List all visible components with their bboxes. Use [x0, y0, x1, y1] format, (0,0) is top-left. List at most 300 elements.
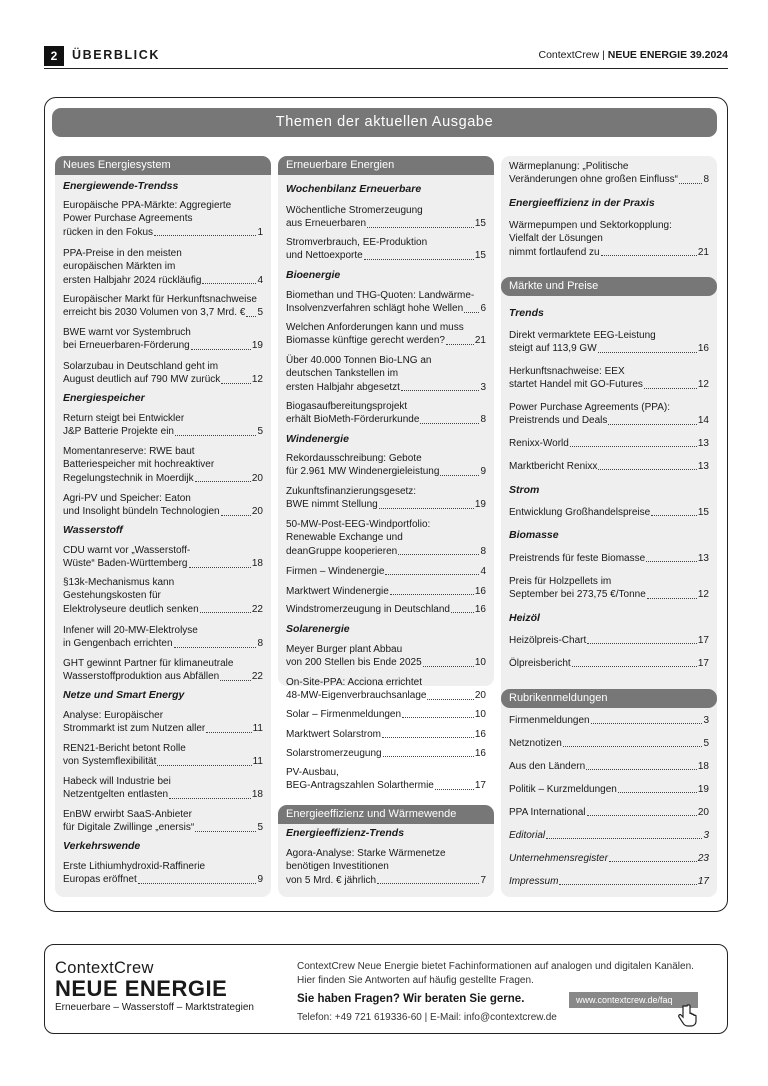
toc-page-number: 3 [703, 715, 709, 726]
dot-leader [138, 883, 257, 884]
toc-page-number: 12 [697, 379, 709, 391]
toc-entry[interactable] [509, 783, 709, 796]
toc-entry-line: Erste Lithiumhydroxid-Raffinerie [63, 861, 206, 872]
toc-entry[interactable] [286, 204, 486, 231]
toc-entry[interactable] [63, 742, 263, 769]
toc-entry-title: 48-MW-Eigenverbrauchsanlage [286, 690, 427, 702]
toc-entry[interactable] [286, 485, 486, 512]
toc-page-number: 20 [474, 690, 486, 702]
toc-entry-lastline [63, 603, 263, 616]
toc-entry[interactable] [286, 708, 486, 721]
toc-entry-lastline [509, 760, 709, 773]
dot-leader [563, 746, 703, 747]
toc-entry-line: Infener will 20-MW-Elektrolyse [63, 625, 198, 636]
toc-entry-lastline [509, 246, 709, 259]
toc-entry[interactable] [63, 576, 263, 616]
toc-page-number: 16 [474, 586, 486, 597]
toc-entry[interactable] [63, 445, 263, 485]
toc-page-number: 18 [251, 558, 263, 570]
dot-leader [175, 435, 256, 436]
subsection-heading: Energieeffizienz-Trends [286, 827, 405, 839]
toc-entry-title: Biomasse künftige gerecht werden? [286, 335, 445, 347]
toc-entry-lastline [63, 722, 263, 735]
toc-entry-line: Momentanreserve: RWE baut [63, 446, 195, 457]
dot-leader [446, 344, 474, 345]
toc-entry-title: Impressum [509, 876, 559, 887]
toc-entry[interactable] [509, 714, 709, 727]
subsection-heading: Netze und Smart Energy [63, 689, 185, 701]
toc-entry-line: Herkunftsnachweise: EEX [509, 366, 625, 377]
subsection-heading: Energieeffizienz in der Praxis [509, 197, 655, 209]
toc-entry[interactable] [286, 518, 486, 558]
toc-entry[interactable] [509, 575, 709, 602]
dot-leader [598, 352, 697, 353]
toc-entry-lastline [509, 737, 709, 750]
dot-leader [647, 598, 697, 599]
toc-entry-line: Renewable Exchange und [286, 532, 403, 544]
category-heading: Energieeffizienz und Wärmewende [278, 805, 494, 824]
category-heading: Neues Energiesystem [55, 156, 271, 175]
toc-entry-title: ersten Halbjahr 2024 rückläufig [63, 274, 202, 286]
toc-entry[interactable] [286, 452, 486, 479]
toc-entry[interactable] [63, 492, 263, 519]
toc-entry-lastline [509, 875, 709, 888]
subsection-heading: Verkehrswende [63, 840, 141, 852]
dot-leader [195, 831, 256, 832]
toc-entry-title: Netznotizen [509, 738, 562, 749]
toc-page-number: 18 [697, 761, 709, 772]
toc-entry-lastline [509, 437, 709, 450]
toc-entry-title: Editorial [509, 830, 546, 841]
toc-entry[interactable] [286, 747, 486, 760]
dot-leader [464, 312, 479, 313]
toc-entry-lastline [509, 783, 709, 796]
logo-title: NEUE ENERGIE [55, 976, 228, 1001]
toc-entry-title: Firmen – Windenergie [286, 566, 385, 577]
subsection-heading: Windenergie [286, 433, 349, 445]
subsection-heading: Trends [509, 307, 544, 319]
toc-entry-lastline [286, 217, 486, 230]
subsection-heading: Wasserstoff [63, 524, 123, 536]
toc-entry-lastline [286, 334, 486, 347]
toc-entry-title: deanGruppe kooperieren [286, 545, 398, 557]
dot-leader [608, 424, 696, 425]
toc-entry-lastline [509, 852, 709, 865]
toc-entry[interactable] [286, 585, 486, 598]
toc-entry[interactable] [509, 829, 709, 842]
subsection-heading: Energiespeicher [63, 392, 145, 404]
toc-page-number: 5 [703, 738, 709, 749]
dot-leader [221, 515, 251, 516]
toc-entry-lastline [286, 747, 486, 760]
category-heading: Märkte und Preise [501, 277, 717, 296]
toc-page-number: 19 [474, 499, 486, 511]
toc-page-number: 8 [480, 545, 486, 557]
toc-entry-lastline [63, 425, 263, 438]
toc-entry-line: Wärmepumpen und Sektorkopplung: [509, 220, 672, 231]
column-maerkte-rubriken [501, 156, 717, 897]
toc-entry-lastline [509, 829, 709, 842]
dot-leader [206, 732, 251, 733]
toc-entry[interactable] [509, 737, 709, 750]
toc-entry-title: Wasserstoffproduktion aus Abfällen [63, 671, 220, 683]
issue-info: ContextCrew | NEUE ENERGIE 39.2024 [538, 49, 728, 61]
toc-entry-line: Biomethan und THG-Quoten: Landwärme- [286, 290, 475, 301]
toc-entry-title: für 2.961 MW Windenergieleistung [286, 466, 440, 478]
toc-entry[interactable] [286, 766, 486, 793]
dot-leader [364, 259, 474, 260]
dot-leader [427, 699, 473, 700]
dot-leader [423, 666, 474, 667]
toc-entry-title: Insolvenzverfahren schlägt hohe Wellen [286, 303, 464, 315]
dot-leader [587, 815, 697, 816]
toc-entry-line: Return steigt bei Entwickler [63, 413, 185, 424]
subsection-heading: Energiewende-Trendss [63, 180, 179, 192]
toc-entry-title: Solar – Firmenmeldungen [286, 709, 402, 720]
toc-entry[interactable] [63, 412, 263, 439]
toc-entry[interactable] [63, 326, 263, 353]
toc-entry-lastline [509, 657, 709, 670]
toc-entry-title: Preistrends und Deals [509, 415, 608, 427]
toc-entry-title: und Insolight bündeln Technologien [63, 506, 220, 518]
toc-entry-title: August deutlich auf 790 MW zurück [63, 374, 221, 386]
toc-entry[interactable] [63, 709, 263, 736]
dot-leader [559, 884, 696, 885]
toc-page-number: 12 [697, 589, 709, 601]
dot-leader [398, 554, 479, 555]
toc-page-number: 4 [480, 566, 486, 577]
toc-entry-lastline [286, 413, 486, 426]
dot-leader [572, 666, 697, 667]
toc-entry-title: BWE nimmt Stellung [286, 499, 378, 511]
toc-entry-lastline [509, 378, 709, 391]
toc-entry-title: September bei 273,75 €/Tonne [509, 589, 646, 601]
toc-entry-title: bei Erneuerbaren-Förderung [63, 340, 190, 352]
toc-entry[interactable] [509, 437, 709, 450]
toc-entry-lastline [63, 274, 263, 287]
toc-page-number: 22 [251, 603, 263, 615]
toc-page-number: 8 [257, 638, 263, 650]
toc-entry-title: Entwicklung Großhandelspreise [509, 507, 651, 518]
toc-entry-title: Firmenmeldungen [509, 715, 590, 726]
toc-entry[interactable] [509, 329, 709, 356]
toc-entry[interactable] [286, 236, 486, 263]
brand-name: ContextCrew [538, 49, 600, 61]
dot-leader [189, 567, 251, 568]
dot-leader [644, 388, 697, 389]
toc-entry-title: Ölpreisbericht [509, 658, 571, 669]
dot-leader [440, 475, 479, 476]
dot-leader [202, 283, 256, 284]
toc-entry[interactable] [509, 552, 709, 565]
toc-page-number: 17 [697, 635, 709, 646]
toc-entry[interactable] [509, 460, 709, 473]
toc-page-number: 20 [251, 506, 263, 518]
toc-entry-title: ersten Halbjahr abgesetzt [286, 381, 400, 393]
toc-entry[interactable] [509, 657, 709, 670]
toc-entry[interactable] [509, 160, 709, 187]
faq-question: Sie haben Fragen? Wir beraten Sie gerne. [297, 993, 525, 1005]
dot-leader [570, 446, 697, 447]
toc-entry-line: PPA-Preise in den meisten [63, 248, 182, 259]
dot-leader [401, 390, 479, 391]
toc-page-number: 3 [480, 381, 486, 393]
toc-entry-lastline [63, 505, 263, 518]
toc-entry[interactable] [509, 875, 709, 888]
toc-page-number: 20 [251, 472, 263, 484]
dot-leader [679, 183, 702, 184]
dot-leader [598, 469, 697, 470]
dot-leader [586, 769, 697, 770]
toc-entry[interactable] [63, 775, 263, 802]
toc-page-number: 20 [697, 807, 709, 818]
dot-leader [402, 717, 474, 718]
toc-entry-line: benötigen Investitionen [286, 861, 389, 873]
dot-leader [246, 316, 256, 317]
toc-entry-title: Marktwert Windenergie [286, 586, 389, 597]
dot-leader [601, 255, 697, 256]
toc-entry-lastline [286, 779, 486, 792]
toc-page-number: 8 [703, 174, 709, 186]
toc-page-number: 13 [697, 553, 709, 564]
toc-entry-lastline [286, 585, 486, 598]
toc-page-number: 13 [697, 461, 709, 472]
category-heading: Rubrikenmeldungen [501, 689, 717, 708]
toc-entry[interactable] [509, 760, 709, 773]
toc-entry-lastline [63, 472, 263, 485]
toc-entry[interactable] [509, 219, 709, 259]
toc-entry-line: Agora-Analyse: Starke Wärmenetze [286, 848, 446, 859]
toc-page-number: 14 [697, 415, 709, 427]
dot-leader [383, 756, 474, 757]
toc-entry-line: Power Purchase Agreements [63, 213, 193, 225]
toc-entry-title: Regelungstechnik in Moerdijk [63, 472, 194, 484]
toc-entry[interactable] [286, 289, 486, 316]
toc-entry-lastline [63, 637, 263, 650]
toc-page-number: 11 [252, 723, 263, 735]
toc-page-number: 10 [474, 657, 486, 669]
toc-page-number: 16 [474, 604, 486, 615]
toc-entry-lastline [286, 565, 486, 578]
toc-entry[interactable] [286, 676, 486, 703]
toc-page-number: 15 [697, 507, 709, 518]
toc-entry-line: europäischen Märkten im [63, 261, 176, 273]
toc-entry-title: erreicht bis 2030 Volumen von 3,7 Mrd. € [63, 307, 246, 319]
toc-entry-line: Wöchentliche Stromerzeugung [286, 205, 423, 216]
toc-entry-line: Welchen Anforderungen kann und muss [286, 322, 464, 333]
toc-entry-lastline [63, 306, 263, 319]
toc-page-number: 5 [257, 426, 263, 438]
faq-url-button[interactable]: www.contextcrew.de/faq [569, 992, 698, 1008]
toc-entry[interactable] [63, 293, 263, 320]
toc-page-number: 5 [257, 822, 263, 834]
toc-page-number: 6 [480, 303, 486, 315]
toc-entry-title: Aus den Ländern [509, 761, 586, 772]
toc-page-number: 16 [697, 343, 709, 355]
toc-entry-lastline [63, 873, 263, 886]
toc-entry[interactable] [509, 852, 709, 865]
toc-entry[interactable] [286, 354, 486, 394]
toc-entry[interactable] [63, 360, 263, 387]
dot-leader [221, 383, 251, 384]
toc-entry-title: von 5 Mrd. € jährlich [286, 874, 377, 886]
toc-entry[interactable] [509, 401, 709, 428]
toc-entry-line: Preis für Holzpellets im [509, 576, 612, 587]
toc-page-number: 11 [252, 756, 263, 768]
toc-entry-line: Meyer Burger plant Abbau [286, 644, 403, 655]
toc-entry-line: Biogasaufbereitungsprojekt [286, 401, 408, 412]
toc-entry-lastline [509, 460, 709, 473]
toc-entry[interactable] [509, 806, 709, 819]
toc-entry[interactable] [286, 321, 486, 348]
toc-entry[interactable] [63, 808, 263, 835]
toc-entry-line: Zukunftsfinanzierungsgesetz: [286, 486, 417, 497]
toc-entry[interactable] [509, 365, 709, 392]
toc-entry[interactable] [509, 634, 709, 647]
toc-page-number: 5 [257, 307, 263, 319]
toc-entry-lastline [286, 302, 486, 315]
toc-entry-title: steigt auf 113,9 GW [509, 343, 597, 355]
dot-leader [377, 883, 479, 884]
toc-entry-lastline [509, 552, 709, 565]
toc-page-number: 21 [474, 335, 486, 347]
subsection-heading: Biomasse [509, 529, 559, 541]
dot-leader [157, 765, 251, 766]
pointer-hand-icon [676, 1004, 698, 1028]
dot-leader [154, 235, 256, 236]
toc-entry-title: Heizölpreis-Chart [509, 635, 587, 646]
toc-entry-line: Vielfalt der Lösungen [509, 233, 603, 245]
dot-leader [390, 594, 474, 595]
subsection-heading: Solarenergie [286, 623, 350, 635]
dot-leader [220, 680, 251, 681]
toc-entry-title: Netzentgelten entlasten [63, 789, 169, 801]
subsection-heading: Strom [509, 484, 540, 496]
toc-entry-line: Analyse: Europäischer [63, 710, 164, 721]
toc-entry-lastline [63, 755, 263, 768]
toc-page-number: 23 [697, 853, 709, 864]
toc-entry[interactable] [286, 847, 486, 887]
toc-entry[interactable] [63, 657, 263, 684]
toc-entry-title: von Systemflexibilität [63, 756, 157, 768]
toc-entry[interactable] [63, 199, 263, 239]
toc-entry[interactable] [63, 624, 263, 651]
toc-entry-lastline [509, 806, 709, 819]
toc-entry-title: und Nettoexporte [286, 250, 363, 262]
toc-entry-line: Rekordausschreibung: Gebote [286, 453, 422, 464]
toc-page-number: 7 [480, 874, 486, 886]
toc-entry-title: PPA International [509, 807, 586, 818]
dot-leader [618, 792, 697, 793]
toc-entry-lastline [286, 381, 486, 394]
toc-page-number: 3 [703, 830, 709, 841]
toc-entry-title: rücken in den Fokus [63, 226, 154, 238]
toc-entry-line: 50-MW-Post-EEG-Windportfolio: [286, 519, 431, 530]
dot-leader [651, 515, 697, 516]
logo-brand: ContextCrew [55, 959, 154, 977]
dot-leader [587, 643, 697, 644]
toc-entry-lastline [509, 173, 709, 186]
toc-entry-line: Habeck will Industrie bei [63, 776, 171, 787]
toc-entry[interactable] [286, 400, 486, 427]
toc-entry-lastline [63, 788, 263, 801]
toc-entry-line: On-Site-PPA: Acciona errichtet [286, 677, 422, 688]
toc-page-number: 9 [257, 874, 263, 886]
toc-page-number: 13 [697, 438, 709, 449]
toc-page-number: 19 [697, 784, 709, 795]
toc-entry[interactable] [286, 565, 486, 578]
dot-leader [646, 561, 697, 562]
toc-entry[interactable] [286, 643, 486, 670]
toc-entry[interactable] [509, 506, 709, 519]
toc-entry[interactable] [63, 247, 263, 287]
toc-entry-line: Über 40.000 Tonnen Bio-LNG an [286, 355, 432, 366]
toc-entry-lastline [286, 708, 486, 721]
toc-entry[interactable] [286, 603, 486, 616]
toc-entry-title: Unternehmensregister [509, 853, 608, 864]
toc-entry-line: Solarzubau in Deutschland geht im [63, 361, 219, 372]
column-erneuerbare-energien [278, 156, 494, 792]
toc-entry-lastline [63, 373, 263, 386]
toc-entry-lastline [286, 728, 486, 741]
toc-entry[interactable] [63, 860, 263, 887]
toc-page-number: 18 [251, 789, 263, 801]
toc-entry-lastline [509, 506, 709, 519]
page-header [44, 46, 728, 66]
toc-page-number: 10 [474, 709, 486, 720]
toc-entry-lastline [509, 342, 709, 355]
dot-leader [420, 423, 479, 424]
toc-entry-lastline [286, 465, 486, 478]
dot-leader [609, 861, 697, 862]
toc-entry-lastline [286, 656, 486, 669]
toc-entry-lastline [286, 545, 486, 558]
toc-page-number: 4 [257, 274, 263, 286]
toc-entry-title: startet Handel mit GO-Futures [509, 379, 643, 391]
toc-entry[interactable] [286, 728, 486, 741]
dot-leader [591, 723, 703, 724]
toc-entry[interactable] [63, 544, 263, 571]
toc-entry-lastline [286, 603, 486, 616]
page-number: 2 [44, 46, 64, 66]
faq-info-text: ContextCrew Neue Energie bietet Fachinformationen auf analogen und digitalen Kanälen. Hier finden Sie Antworten auf häufig gestellte Fragen. [297, 961, 694, 986]
section-name: ÜBERBLICK [72, 48, 161, 62]
header-rule [44, 68, 728, 69]
dot-leader [546, 838, 702, 839]
toc-entry-title: Elektrolyseure deutlich senken [63, 603, 199, 615]
toc-page-number: 17 [697, 876, 709, 887]
dot-leader [174, 647, 257, 648]
toc-entry-title: Preistrends für feste Biomasse [509, 553, 646, 564]
toc-entry-title: nimmt fortlaufend zu [509, 246, 600, 258]
dot-leader [435, 789, 474, 790]
issue-number: 39.2024 [690, 49, 728, 61]
column-neues-energiesystem [55, 156, 271, 897]
toc-entry-title: Veränderungen ohne großen Einfluss“ [509, 174, 679, 186]
toc-entry-line: §13k-Mechanismus kann [63, 577, 175, 588]
toc-page-number: 21 [697, 246, 709, 258]
toc-entry-line: Agri-PV und Speicher: Eaton [63, 493, 191, 504]
subsection-heading: Heizöl [509, 612, 540, 624]
toc-entry-title: Renixx-World [509, 438, 569, 449]
toc-entry-title: von 200 Stellen bis Ende 2025 [286, 657, 422, 669]
toc-entry-title: aus Erneuerbaren [286, 218, 367, 230]
toc-entry-line: REN21-Bericht betont Rolle [63, 743, 186, 754]
toc-page-number: 9 [480, 466, 486, 478]
toc-entry-line: PV-Ausbau, [286, 767, 339, 778]
toc-page-number: 22 [251, 671, 263, 683]
toc-entry-title: in Gengenbach errichten [63, 638, 173, 650]
